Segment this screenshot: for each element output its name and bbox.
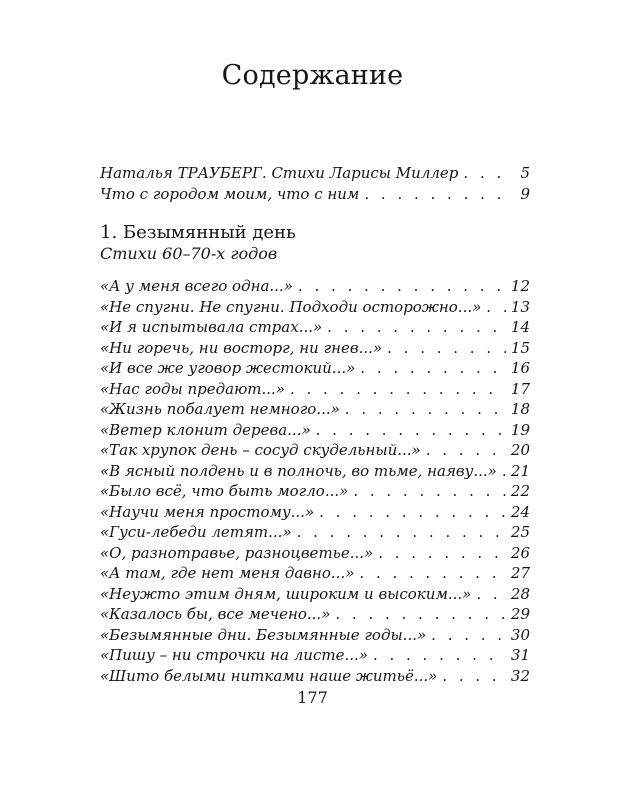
dot-leader [442,666,506,687]
toc-entry-page: 32 [510,666,530,685]
toc-entry-page: 18 [510,400,530,418]
toc-entry-title: «А у меня всего одна...» [100,277,293,295]
toc-entry-title: «Было всё, что быть могло...» [100,482,349,500]
dot-leader [463,163,507,184]
dot-leader [353,481,506,502]
page-number: 177 [297,688,328,707]
toc-entry-page: 28 [510,584,530,603]
dot-leader [502,461,506,482]
toc-entry-page: 12 [510,277,530,295]
toc-entry[interactable] [100,184,530,205]
toc-entry[interactable] [100,461,530,482]
toc-entry-page: 21 [510,461,530,480]
dot-leader [373,645,506,666]
toc-entry-title: «Ветер клонит дерева...» [100,420,311,439]
dot-leader [335,604,506,625]
toc-entry-page: 22 [510,482,530,500]
toc-entry[interactable] [100,276,530,297]
toc-entry[interactable] [100,420,530,441]
toc-entry-page: 14 [510,318,530,336]
toc-entry[interactable] [100,358,530,379]
toc-entry[interactable] [100,645,530,666]
dot-leader [476,584,506,605]
toc-entry-title: «Пишу – ни строчки на листе...» [100,646,368,664]
poem-entries [100,276,530,686]
toc-entry[interactable] [100,440,530,461]
toc-entry-title: «Казалось бы, все мечено...» [100,605,331,623]
toc-entry[interactable] [100,563,530,584]
toc-entry-page: 17 [510,379,530,398]
toc-entry[interactable] [100,584,530,605]
dot-leader [426,440,506,461]
toc-entry-page: 30 [510,625,530,644]
toc-entry-title: «А там, где нет меня давно...» [100,564,355,582]
toc-entry[interactable] [100,399,530,420]
dot-leader [378,543,506,564]
toc-entry-page: 29 [510,605,530,623]
toc-entry-title: «Так хрупок день – сосуд скудельный...» [100,441,421,459]
toc-entry-page: 20 [510,441,530,459]
dot-leader [298,276,506,297]
toc-entry[interactable] [100,317,530,338]
toc-entry-title: «О, разнотравье, разноцветье...» [100,543,374,562]
toc-entry-page: 27 [510,564,530,582]
toc-entry-title: «Безымянные дни. Безымянные годы...» [100,625,427,644]
toc-entry-page: 25 [510,523,530,541]
toc-entry-title: «В ясный полдень и в полночь, во тьме, наяву...» [100,461,497,480]
toc-entry[interactable] [100,543,530,564]
dot-leader [431,625,506,646]
toc-entry[interactable] [100,163,530,184]
toc-entry[interactable] [100,666,530,687]
section-title: 1. Безымянный день [100,222,296,243]
toc-entry[interactable] [100,379,530,400]
toc-entry[interactable] [100,625,530,646]
toc-entry-page: 5 [520,164,530,182]
toc-entry[interactable] [100,481,530,502]
toc-entry-page: 16 [510,359,530,377]
toc-entry-title: Наталья ТРАУБЕРГ. Стихи Ларисы Миллер [100,164,459,182]
dot-leader [364,184,507,205]
toc-entry-title: «И я испытывала страх...» [100,318,323,336]
toc-entry-title: «Шито белыми нитками наше житьё...» [100,666,438,685]
dot-leader [345,399,506,420]
page-title: Содержание [221,60,404,91]
dot-leader [290,379,506,400]
dot-leader [360,358,506,379]
dot-leader [359,563,506,584]
toc-entry-title: «Жизнь побалует немного...» [100,400,340,418]
dot-leader [297,522,506,543]
toc-entry-page: 31 [510,646,530,664]
toc-entry-title: «Ни горечь, ни восторг, ни гнев...» [100,338,383,357]
intro-entries [100,163,530,204]
toc-entry-title: Что с городом моим, что с ним [100,184,360,203]
toc-entry-title: «Научи меня простому...» [100,502,315,521]
toc-entry-page: 9 [520,184,530,203]
toc-entry-title: «Неужто этим дням, широким и высоким...» [100,584,472,603]
toc-entry[interactable] [100,338,530,359]
dot-leader [387,338,506,359]
dot-leader [486,297,506,318]
toc-entry[interactable] [100,522,530,543]
dot-leader [316,420,506,441]
toc-entry-title: «Гуси-лебеди летят...» [100,523,292,541]
toc-entry-title: «И все же уговор жестокий...» [100,359,356,377]
toc-entry[interactable] [100,502,530,523]
section-heading [100,222,296,264]
toc-entry-page: 15 [510,338,530,357]
dot-leader [319,502,506,523]
toc-entry[interactable] [100,297,530,318]
toc-entry[interactable] [100,604,530,625]
toc-entry-title: «Не спугни. Не спугни. Подходи осторожно...» [100,297,482,316]
toc-entry-page: 13 [510,297,530,316]
toc-entry-page: 26 [510,543,530,562]
toc-entry-page: 19 [510,420,530,439]
section-subtitle: Стихи 60–70-х годов [100,244,278,263]
dot-leader [327,317,506,338]
toc-entry-title: «Нас годы предают...» [100,379,285,398]
toc-entry-page: 24 [510,502,530,521]
